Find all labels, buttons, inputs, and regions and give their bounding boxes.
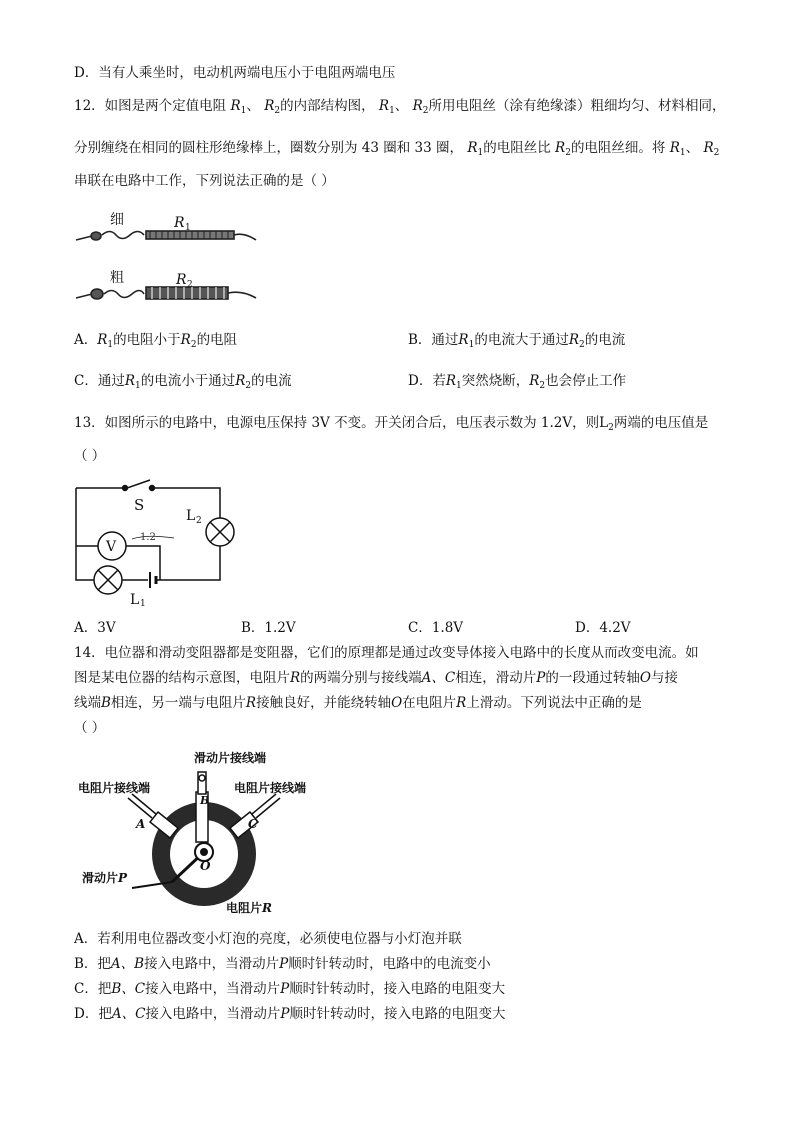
q13-option-c[interactable]: C．1.8V bbox=[408, 620, 464, 636]
switch-contact-right bbox=[150, 486, 155, 491]
potentiometer-figure bbox=[72, 748, 312, 916]
q14-option-a[interactable]: A．若利用电位器改变小灯泡的亮度，必须使电位器与小灯泡并联 bbox=[74, 931, 462, 947]
handwritten-note: 1.2 bbox=[140, 532, 156, 543]
q14-stem-line4: （ ） bbox=[74, 720, 106, 736]
svg-text:1: 1 bbox=[185, 223, 191, 233]
q12-option-b[interactable]: B．通过$R_1$的电流大于通过$R_2$的电流 bbox=[408, 332, 626, 350]
switch-contact-left bbox=[123, 486, 128, 491]
label-slider: 滑动片P bbox=[82, 871, 128, 885]
circuit-figure bbox=[70, 476, 240, 606]
terminal-b bbox=[196, 772, 208, 842]
q13-stem-line2: （ ） bbox=[74, 448, 106, 464]
q14-stem-line2: 图是某电位器的结构示意图，电阻片R的两端分别与接线端A、C相连，滑动片P的一段通过转轴O与接 bbox=[74, 670, 678, 686]
q14-option-b[interactable]: B．把A、B接入电路中，当滑动片P顺时针转动时，电路中的电流变小 bbox=[74, 956, 491, 972]
q12-option-c[interactable]: C．通过$R_1$的电流小于通过$R_2$的电流 bbox=[74, 373, 292, 391]
label-slider-terminal: 滑动片接线端 bbox=[194, 751, 267, 765]
switch-blade bbox=[127, 480, 150, 488]
voltmeter-label: V bbox=[106, 539, 117, 555]
label-b: B bbox=[200, 794, 210, 807]
label-right-terminal: 电阻片接线端 bbox=[234, 781, 307, 795]
label-thin: 细 bbox=[110, 212, 124, 228]
q13-stem-line1: 13．如图所示的电路中，电源电压保持 3V 不变。开关闭合后，电压表示数为 1.2V，则$L_2$两端的电压值是 bbox=[74, 415, 709, 433]
wire-right bbox=[170, 546, 220, 580]
q13-option-a[interactable]: A．3V bbox=[74, 620, 116, 636]
q12-stem-line1: 12．如图是两个定值电阻 $R_1$、 $R_2$的内部结构图， $R_1$、 $R_2$所用电阻丝（涂有绝缘漆）粗细均匀、材料相同， bbox=[74, 98, 726, 116]
label-left-terminal: 电阻片接线端 bbox=[78, 781, 151, 795]
svg-text:2: 2 bbox=[196, 516, 202, 526]
switch-label: S bbox=[134, 496, 145, 514]
wire-left bbox=[76, 488, 94, 580]
label-c: C bbox=[248, 817, 258, 831]
q14-option-d[interactable]: D．把A、C接入电路中，当滑动片P顺时针转动时，接入电路的电阻变大 bbox=[74, 1006, 506, 1022]
q13-option-d[interactable]: D．4.2V bbox=[575, 620, 631, 636]
label-thick: 粗 bbox=[110, 270, 124, 286]
q12-option-a[interactable]: A．$R_1$的电阻小于$R_2$的电阻 bbox=[74, 332, 238, 350]
q13-option-b[interactable]: B．1.2V bbox=[241, 620, 296, 636]
svg-text:1: 1 bbox=[140, 599, 146, 606]
q12-option-d[interactable]: D．若$R_1$突然烧断，$R_2$也会停止工作 bbox=[408, 373, 627, 391]
resistor-r1 bbox=[76, 231, 256, 240]
label-a: A bbox=[136, 817, 146, 831]
q14-stem-line1: 14．电位器和滑动变阻器都是变阻器，它们的原理都是通过改变导体接入电路中的长度从而改变电流。如 bbox=[74, 645, 699, 661]
label-r2: R bbox=[176, 272, 187, 288]
resistor-r2 bbox=[76, 287, 256, 299]
label-r1: R bbox=[174, 215, 185, 231]
resistor-structure-figure bbox=[72, 202, 262, 310]
q14-stem-line3: 线端B相连，另一端与电阻片R接触良好，并能绕转轴O在电阻片R上滑动。下列说法中正确的是 bbox=[74, 695, 642, 711]
l1-label: L bbox=[130, 592, 140, 606]
label-o: O bbox=[200, 859, 211, 873]
l2-label: L bbox=[186, 508, 196, 524]
q12-stem-line2: 分别缠绕在相同的圆柱形绝缘棒上，圈数分别为 43 圈和 33 圈， $R_1$的电阻丝比 $R_2$的电阻丝细。将 $R_1$、 $R_2$ bbox=[74, 140, 720, 158]
q12-stem-line3: 串联在电路中工作，下列说法正确的是（ ） bbox=[74, 173, 335, 189]
svg-text:2: 2 bbox=[187, 280, 193, 290]
q14-option-c[interactable]: C．把B、C接入电路中，当滑动片P顺时针转动时，接入电路的电阻变大 bbox=[74, 981, 506, 997]
q11-option-d: D．当有人乘坐时，电动机两端电压小于电阻两端电压 bbox=[74, 65, 396, 81]
label-resistor: 电阻片R bbox=[226, 901, 272, 915]
